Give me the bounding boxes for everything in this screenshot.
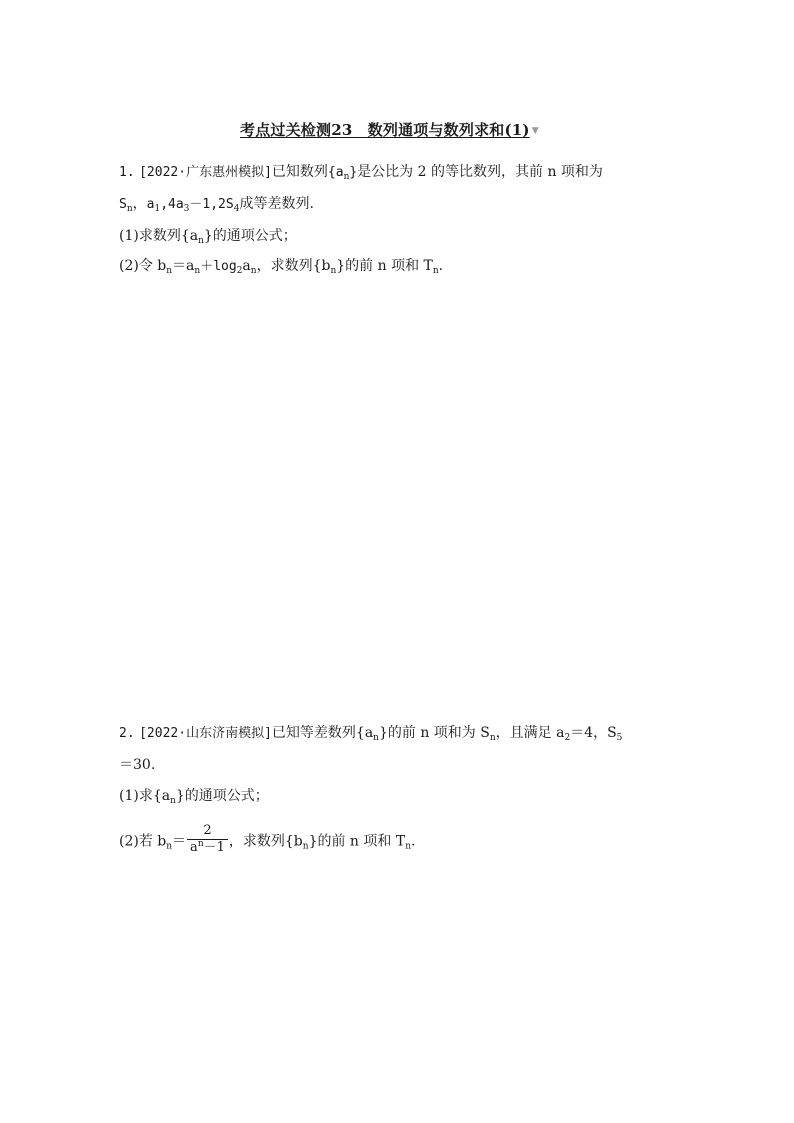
problem1-q1-text: (1)求数列{a bbox=[119, 228, 199, 244]
problem1-q2-log: ＋log bbox=[200, 259, 237, 274]
problem1-q2-an-sub: n bbox=[194, 266, 201, 276]
problem1-seq-close: } bbox=[349, 165, 358, 180]
problem1-source: [2022·广东惠州模拟] bbox=[139, 165, 272, 180]
problem2-stem-c-sub: 2 bbox=[564, 733, 571, 743]
problem1-line2-end: 成等差数列. bbox=[239, 196, 314, 212]
problem1-S4-sub: 4 bbox=[233, 204, 240, 214]
problem1-q2-end: . bbox=[438, 258, 444, 274]
problem2-number: 2. bbox=[119, 726, 135, 741]
problem1-question1 bbox=[119, 226, 297, 246]
problem2-q2-c: }的前 n 项和 T bbox=[308, 833, 406, 850]
problem2-q2-end: . bbox=[410, 833, 416, 850]
problem2-stem-d: ＝4，S bbox=[570, 725, 617, 741]
problem2-q1-sub: n bbox=[170, 796, 176, 806]
fraction-denominator bbox=[187, 839, 228, 856]
problem1-q2-a: (2)令 b bbox=[119, 258, 167, 274]
problem2-q2-b-sub: n bbox=[302, 841, 309, 852]
problem2-line2 bbox=[119, 755, 155, 775]
problem1-q2-f-sub: n bbox=[432, 266, 439, 276]
problem1-a3-sub: 3 bbox=[183, 204, 190, 214]
dropdown-triangle-icon: ▼ bbox=[531, 126, 539, 136]
problem2-stem-d-sub: 5 bbox=[616, 733, 623, 743]
problem2-source: [2022·山东济南模拟] bbox=[139, 726, 272, 741]
problem1-stem-a: 已知数列 bbox=[271, 164, 328, 180]
problem2-question1 bbox=[119, 786, 269, 806]
problem2-stem-b: }的前 n 项和为 S bbox=[378, 725, 490, 741]
problem2-q1-end: }的通项公式； bbox=[175, 788, 269, 804]
problem1-q2-f: }的前 n 项和 T bbox=[336, 258, 433, 274]
title-text: 考点过关检测23 数列通项与数列求和(1) bbox=[240, 121, 530, 139]
problem1-stem-b: 是公比为 2 的等比数列，其前 n 项和为 bbox=[357, 164, 603, 180]
problem1-q2-d-sub: n bbox=[250, 266, 257, 276]
problem1-question2 bbox=[119, 256, 443, 277]
problem1-seq-sub: n bbox=[343, 172, 350, 182]
problem1-2S: －1,2S bbox=[189, 197, 234, 212]
problem2-q2-c-sub: n bbox=[405, 841, 411, 852]
problem2-fraction bbox=[187, 823, 228, 856]
problem2-q2-a-sub: n bbox=[166, 841, 173, 852]
problem1-S-sub: n bbox=[126, 204, 133, 214]
problem1-q2-e: ，求数列{b bbox=[256, 258, 331, 274]
problem1-q2-log-sub: 2 bbox=[236, 266, 243, 276]
problem2-stem-b-sub: n bbox=[489, 733, 496, 743]
problem1-q2-b: ＝a bbox=[172, 258, 195, 274]
problem2-line1 bbox=[119, 723, 622, 744]
page-title bbox=[240, 119, 539, 140]
problem1-number: 1. bbox=[119, 165, 135, 180]
problem1-q2-bn-sub: n bbox=[166, 266, 173, 276]
problem2-q1-text: (1)求{a bbox=[119, 788, 171, 804]
problem1-seq: {a bbox=[327, 165, 344, 180]
problem1-4a: ,4a bbox=[160, 197, 184, 212]
problem1-a1: a bbox=[146, 197, 155, 212]
problem1-line1 bbox=[119, 162, 603, 183]
problem2-stem-c: ，且满足 a bbox=[495, 725, 565, 741]
problem2-stem-a-sub: n bbox=[373, 733, 379, 743]
problem1-a1-sub: 1 bbox=[154, 204, 161, 214]
problem1-q2-d: a bbox=[242, 258, 251, 274]
problem1-q1-sub: n bbox=[198, 236, 204, 246]
problem2-line2-text: ＝30. bbox=[119, 757, 156, 773]
fraction-den-sup: n bbox=[197, 839, 204, 849]
problem1-line2 bbox=[119, 194, 314, 215]
problem2-question2 bbox=[119, 825, 415, 858]
problem2-stem-a: 已知等差数列{a bbox=[271, 725, 374, 741]
problem2-q2-eq: ＝ bbox=[172, 833, 187, 850]
problem1-S: S bbox=[119, 197, 127, 212]
problem2-q2-a: (2)若 b bbox=[119, 833, 167, 850]
problem1-q1-end: }的通项公式； bbox=[203, 228, 297, 244]
problem1-q2-e-sub: n bbox=[330, 266, 337, 276]
problem1-sep: ， bbox=[132, 196, 147, 212]
fraction-den-base: a bbox=[190, 840, 198, 855]
fraction-den-rest: －1 bbox=[203, 840, 225, 855]
fraction-numerator: 2 bbox=[203, 823, 212, 838]
problem2-q2-b: ，求数列{b bbox=[228, 833, 303, 850]
